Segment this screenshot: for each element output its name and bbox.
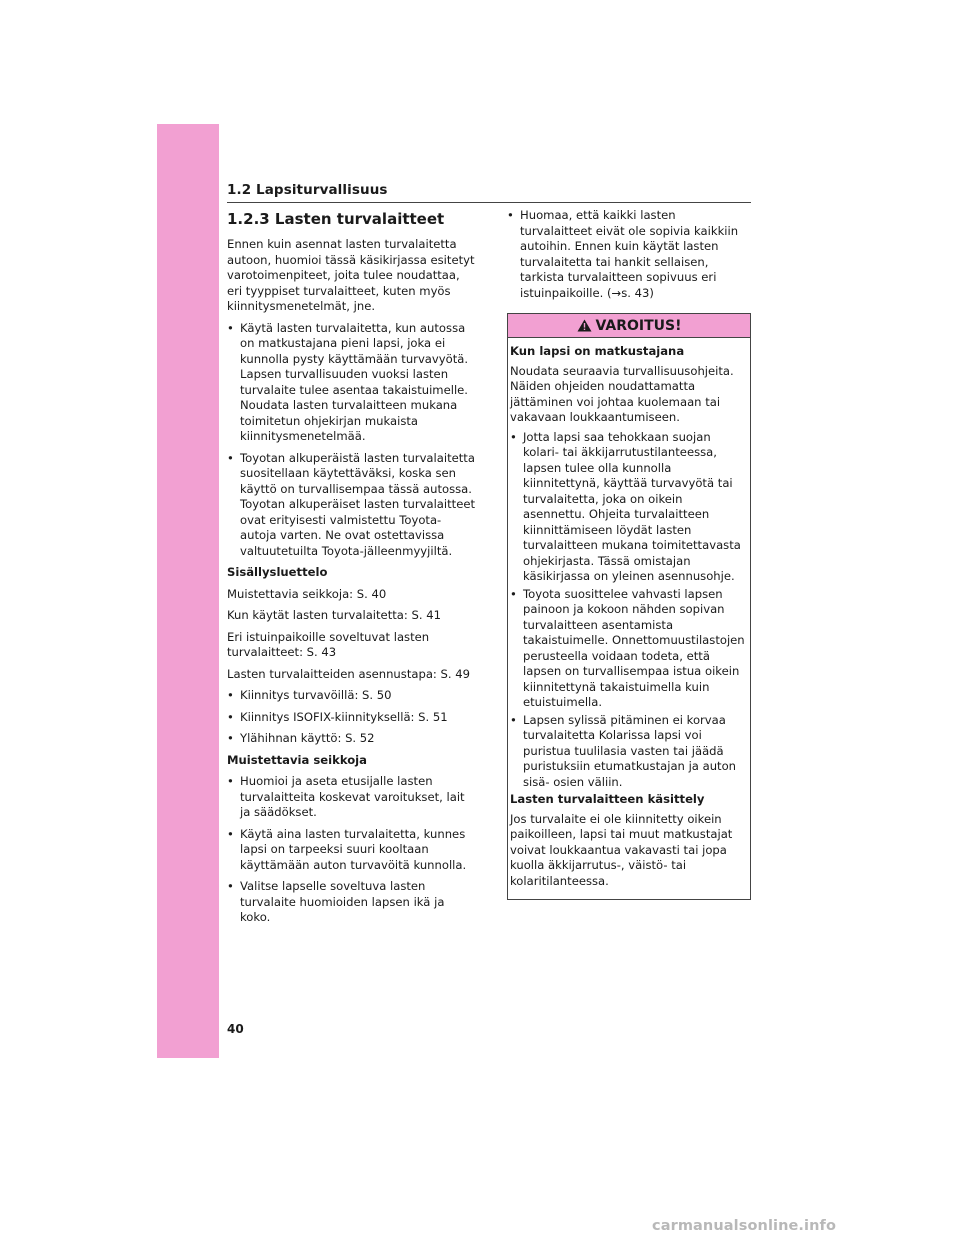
warning-subheading: Lasten turvalaitteen käsittely — [510, 792, 705, 806]
section-header-text: 1.2 Lapsiturvallisuus — [227, 182, 388, 198]
intro-bullet: • Toyotan alkuperäistä lasten turvalaitetta suositellaan käytettäväksi, koska sen käyttö on turvallisempaa tässä autossa. Toyotan alkuperäiset lasten turvalaitteet ovat erityisesti valmistettu Toyota-autoja varten. Ne ovat ostettavissa valtuutetuilta Toyota-jälleenmyyjiltä. — [227, 451, 477, 560]
page-number: 40 — [227, 1022, 244, 1036]
watermark: carmanualsonline.info — [652, 1218, 837, 1234]
toc-link[interactable]: Lasten turvalaitteiden asennustapa: S. 49 — [227, 666, 471, 681]
warning-bullet: • Jotta lapsi saa tehokkaan suojan kolari- tai äkkijarrutustilanteessa, lapsen tulee olla kunnolla kiinnitettynä, käyttää turvavyötä tai turvalaitetta, joka on oikein asennettu. Ohjeita turvalaitteen kiinnittämiseen löydät lasten turvalaitteen mukana toimitettavasta ohjekirjasta. Tässä omistajan käsikirjassa on yleinen asennusohje. — [510, 430, 748, 585]
remember-bullet: • Valitse lapselle soveltuva lasten turvalaite huomioiden lapsen ikä ja koko. — [227, 879, 477, 926]
warning-body — [508, 338, 750, 899]
toc-link[interactable]: Eri istuinpaikoille soveltuvat lasten turvalaitteet: S. 43 — [227, 629, 430, 659]
remember-list — [227, 774, 477, 926]
warning-paragraph: Noudata seuraavia turvallisuusohjeita. Näiden ohjeiden noudattamatta jättäminen voi johtaa kuolemaan tai vakavaan loukkaantumiseen. — [510, 363, 734, 424]
warning-title: VAROITUS! — [595, 317, 682, 334]
warning-bullet: • Lapsen sylissä pitäminen ei korvaa turvalaitetta Kolarissa lapsi voi puristua tuulilasia vasten tai jäädä puristuksiin etumatkustajan ja auton sisä- osien väliin. — [510, 713, 748, 791]
toc-sub-link[interactable]: • Kiinnitys turvavöillä: S. 50 — [227, 688, 477, 704]
warning-bullet: • Toyota suosittelee vahvasti lapsen painoon ja kokoon nähden sopivan turvalaitteen asentamista takaistuimelle. Onnettomuustilastojen perusteella voidaan todeta, että lapsen on turvallisempaa istua oikein kiinnitettynä takaistuimella kuin etuistuimella. — [510, 587, 748, 711]
left-column — [227, 208, 477, 932]
chapter-tab — [157, 124, 219, 1058]
intro-list — [227, 321, 477, 560]
warning-box — [507, 313, 751, 900]
remember-bullet: • Huomioi ja aseta etusijalle lasten turvalaitteita koskevat varoitukset, lait ja säädökset. — [227, 774, 477, 821]
toc-sub-link[interactable]: • Kiinnitys ISOFIX-kiinnityksellä: S. 51 — [227, 710, 477, 726]
section-title: 1.2.3 Lasten turvalaitteet — [227, 210, 445, 228]
section-header — [227, 179, 751, 203]
toc-sub-link[interactable]: • Ylähihnan käyttö: S. 52 — [227, 731, 477, 747]
warning-header — [508, 314, 750, 338]
warning-paragraph: Jos turvalaite ei ole kiinnitetty oikein paikoilleen, lapsi tai muut matkustajat voivat loukkaantua vakavasti tai jopa kuolla äkkijarrutus-, väistö- tai kolaritilanteessa. — [510, 811, 733, 888]
toc-link[interactable]: Kun käytät lasten turvalaitetta: S. 41 — [227, 608, 441, 622]
intro-paragraph: Ennen kuin asennat lasten turvalaitetta autoon, huomioi tässä käsikirjassa esitetyt varotoimenpiteet, joita tulee noudattaa, eri tyyppiset turvalaitteet, kuten myös kiinnitysmenetelmät, jne. — [227, 237, 475, 313]
remember-bullet: • Käytä aina lasten turvalaitetta, kunnes lapsi on tarpeeksi suuri kooltaan käyttämään auton turvavöitä kunnolla. — [227, 827, 477, 874]
toc-sub-list — [227, 688, 477, 747]
toc-link[interactable]: Muistettavia seikkoja: S. 40 — [227, 586, 387, 601]
intro-bullet: • Käytä lasten turvalaitetta, kun autossa on matkustajana pieni lapsi, joka ei kunnolla pysty käyttämään turvavyötä. Lapsen turvallisuuden vuoksi lasten turvalaite tulee asentaa takaistuimelle. Noudata lasten turvalaitteen mukana toimitetun ohjekirjan mukaista kiinnitysmenetelmää. — [227, 321, 477, 445]
toc-heading: Sisällysluettelo — [227, 565, 328, 579]
right-list — [507, 208, 751, 301]
warning-triangle-icon — [577, 319, 592, 332]
right-column — [507, 208, 751, 900]
remember-heading: Muistettavia seikkoja — [227, 752, 367, 767]
warning-subheading: Kun lapsi on matkustajana — [510, 344, 685, 358]
warning-list — [510, 430, 748, 791]
suitability-bullet: • Huomaa, että kaikki lasten turvalaitteet eivät ole sopivia kaikkiin autoihin. Ennen kuin käytät lasten turvalaitetta tai hankit sellaisen, tarkista turvalaitteen sopivuus eri istuinpaikoille. (→s. 43) — [507, 208, 751, 301]
